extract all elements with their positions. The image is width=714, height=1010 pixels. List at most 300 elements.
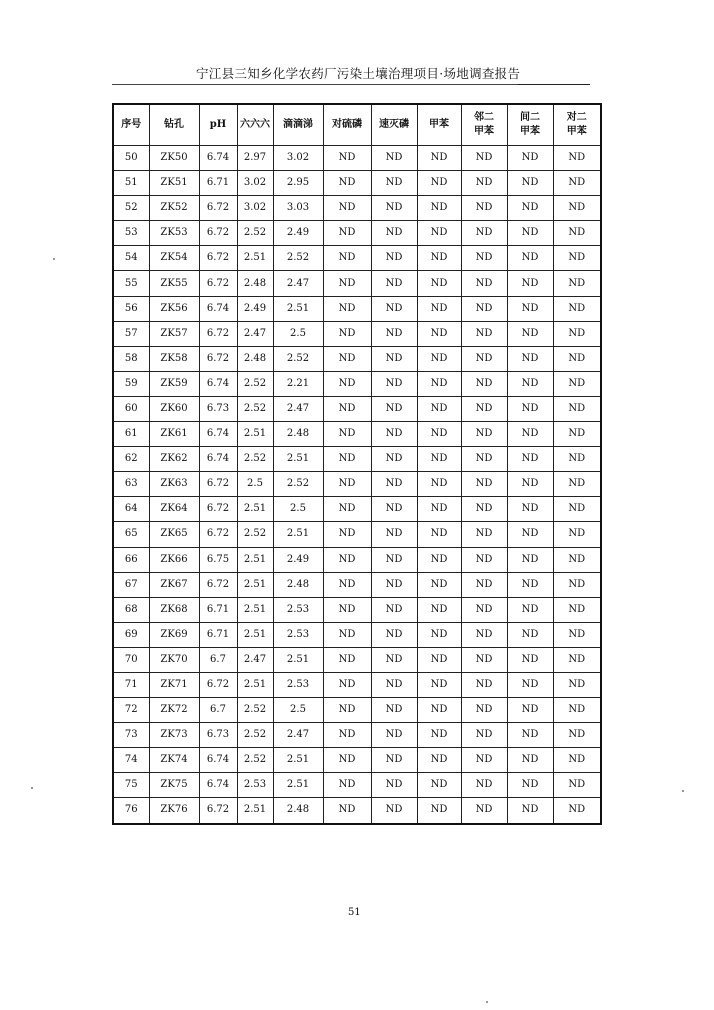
table-cell: ND — [371, 196, 417, 221]
table-cell: ND — [323, 221, 371, 246]
table-cell: ZK71 — [149, 672, 199, 697]
table-cell: ND — [507, 773, 553, 798]
table-cell: ND — [461, 246, 507, 271]
table-cell: ND — [507, 497, 553, 522]
table-header-row — [113, 104, 601, 146]
table-cell: ND — [553, 196, 601, 221]
table-cell: ND — [323, 396, 371, 421]
table-cell: ND — [417, 221, 461, 246]
table-cell: ND — [323, 572, 371, 597]
table-cell: 2.51 — [273, 647, 323, 672]
table-cell: 58 — [113, 346, 149, 371]
table-cell: ND — [417, 396, 461, 421]
table-cell: ND — [553, 221, 601, 246]
table-cell: 6.7 — [199, 698, 237, 723]
table-cell: 75 — [113, 773, 149, 798]
column-header — [553, 104, 601, 146]
table-cell: ND — [371, 572, 417, 597]
table-cell: ND — [553, 472, 601, 497]
scan-speck — [53, 258, 55, 260]
table-cell: ND — [461, 647, 507, 672]
table-cell: 52 — [113, 196, 149, 221]
table-row — [113, 472, 601, 497]
table-cell: 2.47 — [237, 647, 273, 672]
table-cell: ND — [417, 321, 461, 346]
table-cell: ND — [417, 296, 461, 321]
table-row — [113, 798, 601, 824]
table-row — [113, 447, 601, 472]
table-cell: ND — [323, 146, 371, 171]
table-cell: ND — [371, 672, 417, 697]
table-row — [113, 547, 601, 572]
table-cell: ND — [553, 723, 601, 748]
table-cell: ND — [507, 146, 553, 171]
table-cell: ND — [323, 271, 371, 296]
table-cell: 6.72 — [199, 798, 237, 824]
table-cell: ND — [323, 321, 371, 346]
table-cell: ND — [553, 497, 601, 522]
table-cell: 6.73 — [199, 396, 237, 421]
table-cell: 2.52 — [273, 246, 323, 271]
table-cell: ND — [553, 346, 601, 371]
table-cell: ND — [507, 622, 553, 647]
table-cell: 2.95 — [273, 171, 323, 196]
table-cell: ND — [371, 723, 417, 748]
table-cell: ND — [371, 271, 417, 296]
table-cell: ND — [553, 622, 601, 647]
table-row — [113, 321, 601, 346]
table-cell: ND — [461, 572, 507, 597]
table-cell: 59 — [113, 371, 149, 396]
table-cell: ND — [507, 396, 553, 421]
table-row — [113, 246, 601, 271]
table-cell: ND — [323, 246, 371, 271]
table-cell: ND — [371, 321, 417, 346]
table-cell: 61 — [113, 422, 149, 447]
table-cell: 6.73 — [199, 723, 237, 748]
table-cell: 6.72 — [199, 572, 237, 597]
column-header — [113, 104, 149, 146]
table-cell: ND — [553, 773, 601, 798]
table-cell: ND — [461, 723, 507, 748]
table-cell: ND — [371, 371, 417, 396]
table-cell: ND — [507, 296, 553, 321]
table-cell: 62 — [113, 447, 149, 472]
column-header-text: 间二 — [520, 112, 540, 123]
table-cell: ND — [507, 723, 553, 748]
table-cell: ND — [417, 171, 461, 196]
table-cell: ND — [323, 472, 371, 497]
table-row — [113, 672, 601, 697]
table-cell: 66 — [113, 547, 149, 572]
table-cell: ND — [323, 597, 371, 622]
table-cell: ND — [461, 622, 507, 647]
table-cell: ND — [553, 672, 601, 697]
table-cell: ND — [371, 698, 417, 723]
table-cell: 6.72 — [199, 321, 237, 346]
table-cell: ND — [371, 622, 417, 647]
table-cell: 2.48 — [237, 271, 273, 296]
table-cell: ZK57 — [149, 321, 199, 346]
table-cell: 6.72 — [199, 346, 237, 371]
table-cell: 2.53 — [273, 622, 323, 647]
table-cell: ND — [553, 647, 601, 672]
table-cell: 6.74 — [199, 748, 237, 773]
table-cell: 2.51 — [237, 672, 273, 697]
table-cell: ND — [417, 672, 461, 697]
page-number: 51 — [348, 907, 361, 918]
table-cell: ND — [371, 171, 417, 196]
table-cell: ND — [323, 196, 371, 221]
table-cell: ND — [507, 196, 553, 221]
table-cell: 6.74 — [199, 422, 237, 447]
table-cell: ND — [507, 472, 553, 497]
table-cell: ND — [371, 346, 417, 371]
table-cell: ND — [371, 146, 417, 171]
table-cell: ND — [417, 271, 461, 296]
table-cell: ND — [553, 572, 601, 597]
table-cell: 2.51 — [237, 622, 273, 647]
table-cell: ND — [507, 371, 553, 396]
table-cell: 2.47 — [273, 396, 323, 421]
table-cell: 2.52 — [273, 346, 323, 371]
table-cell: ND — [507, 171, 553, 196]
table-cell: 74 — [113, 748, 149, 773]
table-cell: 3.02 — [273, 146, 323, 171]
table-cell: ND — [507, 422, 553, 447]
table-cell: ND — [507, 647, 553, 672]
table-cell: ND — [461, 271, 507, 296]
table-cell: 2.51 — [237, 246, 273, 271]
table-cell: ZK54 — [149, 246, 199, 271]
table-cell: ND — [371, 422, 417, 447]
table-row — [113, 146, 601, 171]
table-cell: 6.71 — [199, 622, 237, 647]
table-cell: 2.52 — [237, 371, 273, 396]
table-row — [113, 296, 601, 321]
table-row — [113, 497, 601, 522]
table-row — [113, 371, 601, 396]
table-cell: ND — [323, 447, 371, 472]
table-cell: 2.53 — [237, 773, 273, 798]
table-cell: ND — [323, 547, 371, 572]
column-header-text: 甲苯 — [566, 126, 587, 137]
table-row — [113, 522, 601, 547]
table-cell: ZK75 — [149, 773, 199, 798]
table-cell: ZK70 — [149, 647, 199, 672]
table-row — [113, 698, 601, 723]
table-cell: 2.5 — [273, 497, 323, 522]
table-cell: ND — [323, 346, 371, 371]
table-cell: 6.71 — [199, 171, 237, 196]
table-cell: ZK61 — [149, 422, 199, 447]
table-cell: 2.5 — [237, 472, 273, 497]
table-cell: 2.48 — [273, 572, 323, 597]
table-cell: ND — [461, 396, 507, 421]
table-cell: ND — [461, 748, 507, 773]
table-row — [113, 221, 601, 246]
table-row — [113, 396, 601, 421]
table-cell: ND — [323, 171, 371, 196]
table-cell: 2.51 — [273, 447, 323, 472]
table-cell: 3.02 — [237, 171, 273, 196]
table-cell: ND — [323, 672, 371, 697]
table-cell: ND — [371, 221, 417, 246]
table-cell: ND — [371, 597, 417, 622]
table-cell: 65 — [113, 522, 149, 547]
table-cell: ZK56 — [149, 296, 199, 321]
table-cell: 73 — [113, 723, 149, 748]
column-header-text: 序号 — [121, 119, 142, 130]
running-header: 宁江县三知乡化学农药厂污染土壤治理项目·场地调查报告 — [196, 66, 521, 81]
table-cell: ND — [417, 472, 461, 497]
table-cell: 2.48 — [273, 798, 323, 824]
table-cell: 6.72 — [199, 522, 237, 547]
table-row — [113, 773, 601, 798]
table-cell: 57 — [113, 321, 149, 346]
table-cell: ND — [323, 296, 371, 321]
table-row — [113, 748, 601, 773]
table-cell: 6.74 — [199, 146, 237, 171]
table-cell: 2.49 — [273, 547, 323, 572]
column-header-text: 对二 — [566, 112, 587, 123]
table-cell: 50 — [113, 146, 149, 171]
table-cell: 2.53 — [273, 672, 323, 697]
table-cell: ZK65 — [149, 522, 199, 547]
table-cell: 2.49 — [237, 296, 273, 321]
table-cell: ND — [461, 522, 507, 547]
table-cell: 3.02 — [237, 196, 273, 221]
column-header — [461, 104, 507, 146]
table-cell: ND — [507, 271, 553, 296]
table-cell: ND — [323, 798, 371, 824]
table-cell: 2.51 — [237, 798, 273, 824]
column-header-text: 甲苯 — [474, 126, 494, 137]
table-cell: 6.75 — [199, 547, 237, 572]
table-cell: 2.52 — [273, 472, 323, 497]
table-cell: ZK62 — [149, 447, 199, 472]
table-cell: 2.52 — [237, 723, 273, 748]
table-cell: ND — [323, 422, 371, 447]
table-cell: ND — [323, 723, 371, 748]
table-cell: ND — [461, 773, 507, 798]
table-cell: ND — [371, 296, 417, 321]
table-cell: ND — [507, 221, 553, 246]
table-row — [113, 196, 601, 221]
table-cell: 2.52 — [237, 221, 273, 246]
table-cell: ND — [553, 246, 601, 271]
table-cell: ND — [323, 773, 371, 798]
table-cell: ND — [553, 146, 601, 171]
table-cell: ND — [553, 597, 601, 622]
table-cell: ND — [507, 798, 553, 824]
table-cell: ND — [553, 447, 601, 472]
table-cell: 6.7 — [199, 647, 237, 672]
table-cell: 6.72 — [199, 497, 237, 522]
table-cell: ZK74 — [149, 748, 199, 773]
table-cell: ND — [371, 748, 417, 773]
table-cell: ND — [553, 522, 601, 547]
table-cell: ND — [553, 321, 601, 346]
table-cell: ND — [461, 472, 507, 497]
table-row — [113, 422, 601, 447]
table-cell: ND — [417, 547, 461, 572]
table-cell: ND — [323, 522, 371, 547]
table-cell: ZK76 — [149, 798, 199, 824]
table-cell: ND — [371, 497, 417, 522]
table-cell: 2.51 — [273, 773, 323, 798]
table-cell: 6.74 — [199, 773, 237, 798]
table-cell: ND — [507, 522, 553, 547]
table-cell: 2.51 — [237, 547, 273, 572]
column-header-text: 六六六 — [240, 119, 270, 130]
table-cell: ND — [417, 371, 461, 396]
table-cell: ND — [323, 497, 371, 522]
table-cell: 2.51 — [237, 497, 273, 522]
table-cell: ND — [461, 422, 507, 447]
table-cell: ND — [417, 146, 461, 171]
table-cell: ND — [461, 221, 507, 246]
table-cell: ND — [461, 672, 507, 697]
table-row — [113, 346, 601, 371]
table-cell: 67 — [113, 572, 149, 597]
header-rule-accent — [518, 84, 590, 85]
table-cell: 2.51 — [273, 522, 323, 547]
table-cell: ZK52 — [149, 196, 199, 221]
table-cell: ND — [371, 522, 417, 547]
table-cell: ND — [507, 321, 553, 346]
column-header-text: 滴滴涕 — [283, 119, 313, 130]
table-cell: ZK69 — [149, 622, 199, 647]
table-cell: 6.72 — [199, 221, 237, 246]
table-cell: ND — [417, 447, 461, 472]
table-cell: 56 — [113, 296, 149, 321]
table-cell: ND — [507, 346, 553, 371]
table-cell: 54 — [113, 246, 149, 271]
table-cell: ND — [417, 698, 461, 723]
table-cell: ND — [323, 698, 371, 723]
table-row — [113, 647, 601, 672]
table-cell: ND — [371, 472, 417, 497]
table-cell: ZK68 — [149, 597, 199, 622]
table-cell: ND — [323, 371, 371, 396]
table-cell: ND — [371, 396, 417, 421]
table-cell: 3.03 — [273, 196, 323, 221]
table-cell: ND — [417, 773, 461, 798]
table-cell: 70 — [113, 647, 149, 672]
table-cell: ND — [553, 396, 601, 421]
table-cell: ND — [553, 371, 601, 396]
column-header-text: 甲苯 — [429, 119, 449, 130]
table-cell: 2.5 — [273, 698, 323, 723]
table-cell: 76 — [113, 798, 149, 824]
table-cell: ND — [507, 547, 553, 572]
column-header-text: 甲苯 — [520, 126, 540, 137]
column-header — [371, 104, 417, 146]
table-cell: ND — [461, 497, 507, 522]
table-cell: ND — [417, 647, 461, 672]
table-cell: ND — [417, 196, 461, 221]
table-row — [113, 171, 601, 196]
table-cell: 2.52 — [237, 748, 273, 773]
table-cell: ND — [371, 246, 417, 271]
table-cell: 55 — [113, 271, 149, 296]
table-cell: ND — [461, 196, 507, 221]
table-cell: 2.52 — [237, 522, 273, 547]
table-cell: ND — [507, 672, 553, 697]
table-cell: 63 — [113, 472, 149, 497]
table-cell: 2.48 — [273, 422, 323, 447]
table-cell: ZK59 — [149, 371, 199, 396]
table-cell: ZK51 — [149, 171, 199, 196]
table-cell: ND — [507, 246, 553, 271]
table-cell: 2.51 — [237, 572, 273, 597]
table-cell: 6.74 — [199, 296, 237, 321]
table-cell: 2.53 — [273, 597, 323, 622]
table-cell: ND — [507, 748, 553, 773]
table-cell: ND — [461, 321, 507, 346]
table-cell: ND — [417, 748, 461, 773]
table-cell: 68 — [113, 597, 149, 622]
table-cell: ZK64 — [149, 497, 199, 522]
table-cell: ND — [417, 246, 461, 271]
column-header — [417, 104, 461, 146]
table-cell: 53 — [113, 221, 149, 246]
table-row — [113, 572, 601, 597]
column-header — [507, 104, 553, 146]
table-cell: ND — [553, 698, 601, 723]
table-cell: ND — [417, 597, 461, 622]
table-cell: ND — [553, 798, 601, 824]
table-cell: ND — [371, 547, 417, 572]
column-header — [199, 104, 237, 146]
table-cell: ND — [553, 748, 601, 773]
table-cell: ND — [461, 296, 507, 321]
table-cell: 2.21 — [273, 371, 323, 396]
table-cell: 6.72 — [199, 196, 237, 221]
table-cell: 2.47 — [273, 723, 323, 748]
table-cell: ND — [371, 773, 417, 798]
table-cell: ND — [417, 572, 461, 597]
table-cell: 2.47 — [237, 321, 273, 346]
table-cell: ND — [417, 798, 461, 824]
table-cell: ZK67 — [149, 572, 199, 597]
table-cell: 2.51 — [237, 597, 273, 622]
column-header — [149, 104, 199, 146]
table-cell: ND — [507, 698, 553, 723]
table-cell: ND — [553, 422, 601, 447]
column-header-text: 速灭磷 — [379, 119, 409, 130]
table-cell: 2.51 — [237, 422, 273, 447]
table-cell: 2.52 — [237, 396, 273, 421]
scan-speck — [486, 1001, 488, 1003]
table-cell: ZK72 — [149, 698, 199, 723]
table-cell: ND — [461, 146, 507, 171]
table-cell: ND — [553, 547, 601, 572]
table-cell: ZK53 — [149, 221, 199, 246]
table-body — [113, 146, 601, 824]
table-cell: ND — [461, 371, 507, 396]
table-cell: ND — [417, 723, 461, 748]
table-cell: 2.51 — [273, 748, 323, 773]
table-cell: ND — [461, 547, 507, 572]
table-cell: 2.52 — [237, 447, 273, 472]
table-cell: ND — [417, 522, 461, 547]
table-cell: ND — [461, 798, 507, 824]
table-cell: 2.51 — [273, 296, 323, 321]
column-header — [273, 104, 323, 146]
table-cell: 2.49 — [273, 221, 323, 246]
